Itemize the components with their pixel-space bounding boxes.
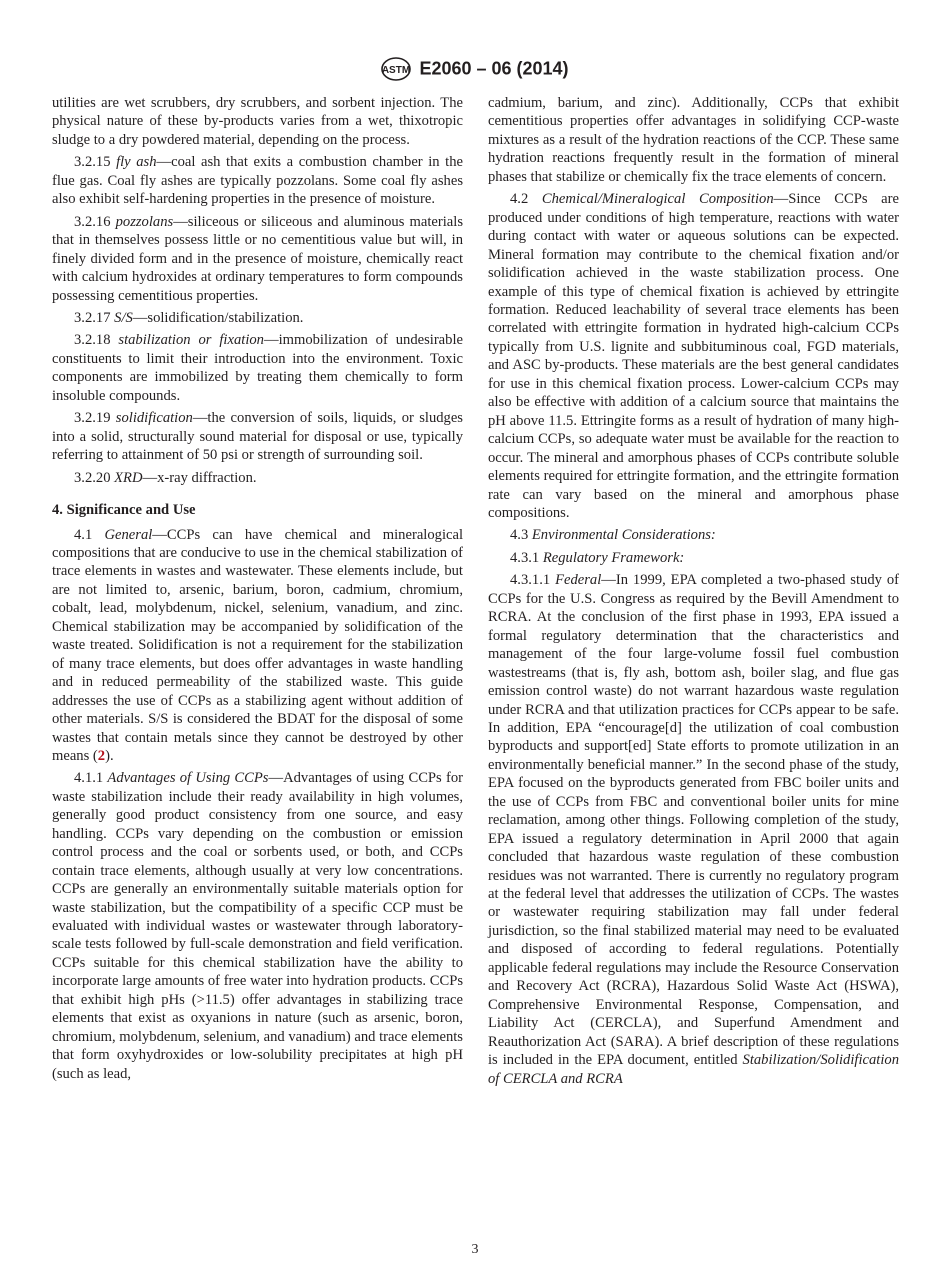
term: Regulatory Framework: [542, 549, 685, 566]
paragraph [488, 549, 899, 567]
paragraph [52, 526, 463, 766]
text-run: —the conversion of soils, liquids, or sludges into a solid, structurally sound material for disposal or use, typically referring to attainment of 50 psi or strength of surrounding soil. [52, 410, 463, 464]
text-run: 4. Significance and Use [52, 502, 196, 519]
text-run: —In 1999, EPA completed a two-phased study of CCPs for the U.S. Congress as required by the Bevill Amendment to RCRA. At the conclusion of the first phase in 1993, EPA issued a formal regulatory determination that the characteristics and management of the four large-volume fossil fuel combustion wastestreams (that is, fly ash, bottom ash, boiler slag, and flue gas emission control waste) do not warrant hazardous waste regulation under RCRA and that utilization practices for CCPs appear to be safe. In addition, EPA “encourage[d] the utilization of coal combustion byproducts and support[ed] State efforts to promote utilization in an environmentally beneficial manner.” In the second phase of the study, EPA focused on the byproducts generated from FBC boiler units and the use of CCPs from FBC and conventional boiler units for mine reclamation, among other things. Following completion of the study, EPA issued a regulatory determination in April 2000 that again concluded that hazardous waste regulation of these combustion residues was not warranted. There is currently no regulatory program at the federal level that addresses the utilization of CCPs. The wastes or wastewater requiring stabilization may fall under federal jurisdiction, so the final stabilized material may need to be evaluated and disposed of according to federal regulations. Potentially applicable federal regulations may include the Resource Conservation and Recovery Act (RCRA), Hazardous Solid Waste Act (HSWA), Comprehensive Environmental Response, Compensation, and Liability Act (CERCLA), and Superfund Amendment and Reauthorization Act (SARA). A brief description of these regulations is included in the EPA document, entitled [488, 572, 900, 1069]
text-run: 3.2.18 [74, 332, 119, 349]
page-number: 3 [471, 1242, 479, 1257]
term: solidification [115, 410, 193, 427]
term: Federal [555, 572, 602, 589]
term: Stabilization/Solidification of CERCLA and RCRA [488, 1052, 899, 1087]
text-run: 3.2.17 [74, 309, 115, 326]
svg-text:ASTM: ASTM [382, 65, 411, 76]
text-run: 4.1 [74, 526, 105, 543]
text-run: ). [105, 747, 114, 764]
term: XRD [114, 469, 143, 486]
paragraph [52, 213, 463, 305]
term: General [104, 526, 153, 543]
text-run: —coal ash that exits a combustion chamber in the flue gas. Coal fly ashes are typically pozzolans. Some coal fly ashes also exhibit self-hardening properties in the presence of moisture. [52, 154, 464, 208]
text-run: 3.2.20 [74, 469, 115, 486]
paragraph [52, 469, 463, 487]
text-run: —CCPs can have chemical and mineralogical compositions that are conducive to use in the chemical stabilization of trace elements in wastes and wastewater. These elements include, but are not limited to, arsenic, barium, boron, cadmium, chromium, cobalt, lead, molybdenum, nickel, selenium, vanadium, and zinc. Chemical stabilization may be accompanied by solidification of the waste treated. Solidification is not a requirement for the stabilization of many trace elements, but does offer advantages in waste handling and in reduced permeability of the stabilized waste. This guide addresses the use of CCPs as a stabilizing agent without addition of other materials. S/S is considered the BDAT for the disposal of some wastes that contain metals since they cannot be destroyed by other means ( [52, 526, 464, 764]
text-run: —Advantages of using CCPs for waste stabilization include their ready availability in high volumes, generally good product consistency from one source, and easy handling. CCPs vary depending on the combustion or emission control process and the coal or sorbents used, or both, and CCPs contain trace elements, although usually at very low concentrations. CCPs are generally an environmentally suitable materials option for waste stabilization, but the compatibility of a specific CCP must be evaluated with individual wastes or wastewater through laboratory-scale tests followed by full-scale demonstration and field verification. CCPs suitable for this chemical stabilization have the ability to incorporate large amounts of free water into hydration products. CCPs that exhibit high pHs (>11.5) offer advantages in stabilizing trace elements that exist as oxyanions in nature (such as arsenic, boron, chromium, molybdenum, selenium, and vanadium) and trace elements that form oxyhydroxides or low-solubility precipitates at high pH (such as lead, [52, 770, 463, 1082]
text-run: 3.2.15 [74, 154, 117, 171]
term: fly ash [116, 154, 157, 171]
text-run: —immobilization of undesirable constituents to limit their introduction into the environment. Toxic components are immobilized by treating them chemically to form insoluble compounds. [52, 332, 463, 404]
paragraph [52, 331, 463, 405]
paragraph [52, 94, 463, 149]
text-run: 4.2 [510, 191, 542, 208]
paragraph [52, 769, 463, 1083]
text-run: 4.3.1.1 [510, 572, 556, 589]
paragraph [488, 94, 899, 186]
term: pozzolans [115, 213, 174, 230]
text-run: —siliceous or siliceous and aluminous materials that in themselves possess little or no cementitious value but will, in finely divided form and in the presence of moisture, chemically react with calcium hydroxides at ordinary temperatures to form compounds possessing cementitious properties. [52, 213, 464, 304]
paragraph [52, 153, 463, 208]
term: Chemical/Mineralogical Composition [541, 191, 774, 208]
term: Advantages of Using CCPs [107, 770, 269, 787]
right-column [488, 94, 899, 1092]
text-run: 4.3 [510, 527, 532, 544]
paragraph [52, 309, 463, 327]
astm-logo-icon [381, 56, 411, 82]
paragraph [52, 409, 463, 464]
paragraph [488, 526, 899, 544]
text-run: —x-ray diffraction. [142, 469, 257, 486]
term: stabilization or fixation [118, 332, 264, 349]
text-run: cadmium, barium, and zinc). Additionally, CCPs that exhibit cementitious properties offer advantages in solidifying CCP-waste mixtures as a result of the hydration reactions of the CCP. These same hydration reactions frequently result in the formation of mineral phases that stabilize or chemically fix the trace elements of concern. [488, 95, 899, 185]
paragraph [488, 571, 899, 1088]
reference-link[interactable]: 2 [97, 747, 106, 764]
document-designation: E2060 – 06 (2014) [419, 58, 569, 79]
text-run: 4.1.1 [74, 770, 108, 787]
paragraph [488, 190, 899, 522]
term: Environmental Considerations: [531, 527, 716, 544]
term: S/S [114, 309, 133, 326]
text-run: 3.2.19 [74, 410, 116, 427]
section-heading [52, 501, 463, 519]
text-run: —Since CCPs are produced under conditions of high temperature, reactions with water during contact with water or aqueous solutions can be expected. Mineral formation may contribute to the chemical fixation and/or solidification achieved in the waste stabilization process. One example of this type of chemical fixation is achieved by ettringite formation. Reduced leachability of several trace elements has been correlated with ettringite formation in hydrated high-calcium CCPs typically from U.S. lignite and subbituminous coal, FGD materials, and ASC by-products. These materials are the best general candidates for use in this chemical fixation process. Lower-calcium CCPs may also be effective with addition of a calcium source that maintains the pH above 11.5. Ettringite forms as a result of hydration of many high-calcium CCPs, so adequate water must be available for the reaction to occur. The mineral and amorphous phases of CCPs contribute soluble elements required for ettringite formation, and the ettringite formation rate can vary based on the mineral and amorphous phase compositions. [488, 191, 900, 521]
text-run: —solidification/stabilization. [132, 309, 304, 326]
text-run: 4.3.1 [510, 549, 543, 566]
page-header [0, 56, 950, 82]
text-run: utilities are wet scrubbers, dry scrubbers, and sorbent injection. The physical nature of these by-products varies from a wet, thixotropic sludge to a dry powdered material, depending on the process. [52, 95, 463, 148]
text-run: 3.2.16 [74, 213, 116, 230]
left-column [52, 94, 463, 1087]
